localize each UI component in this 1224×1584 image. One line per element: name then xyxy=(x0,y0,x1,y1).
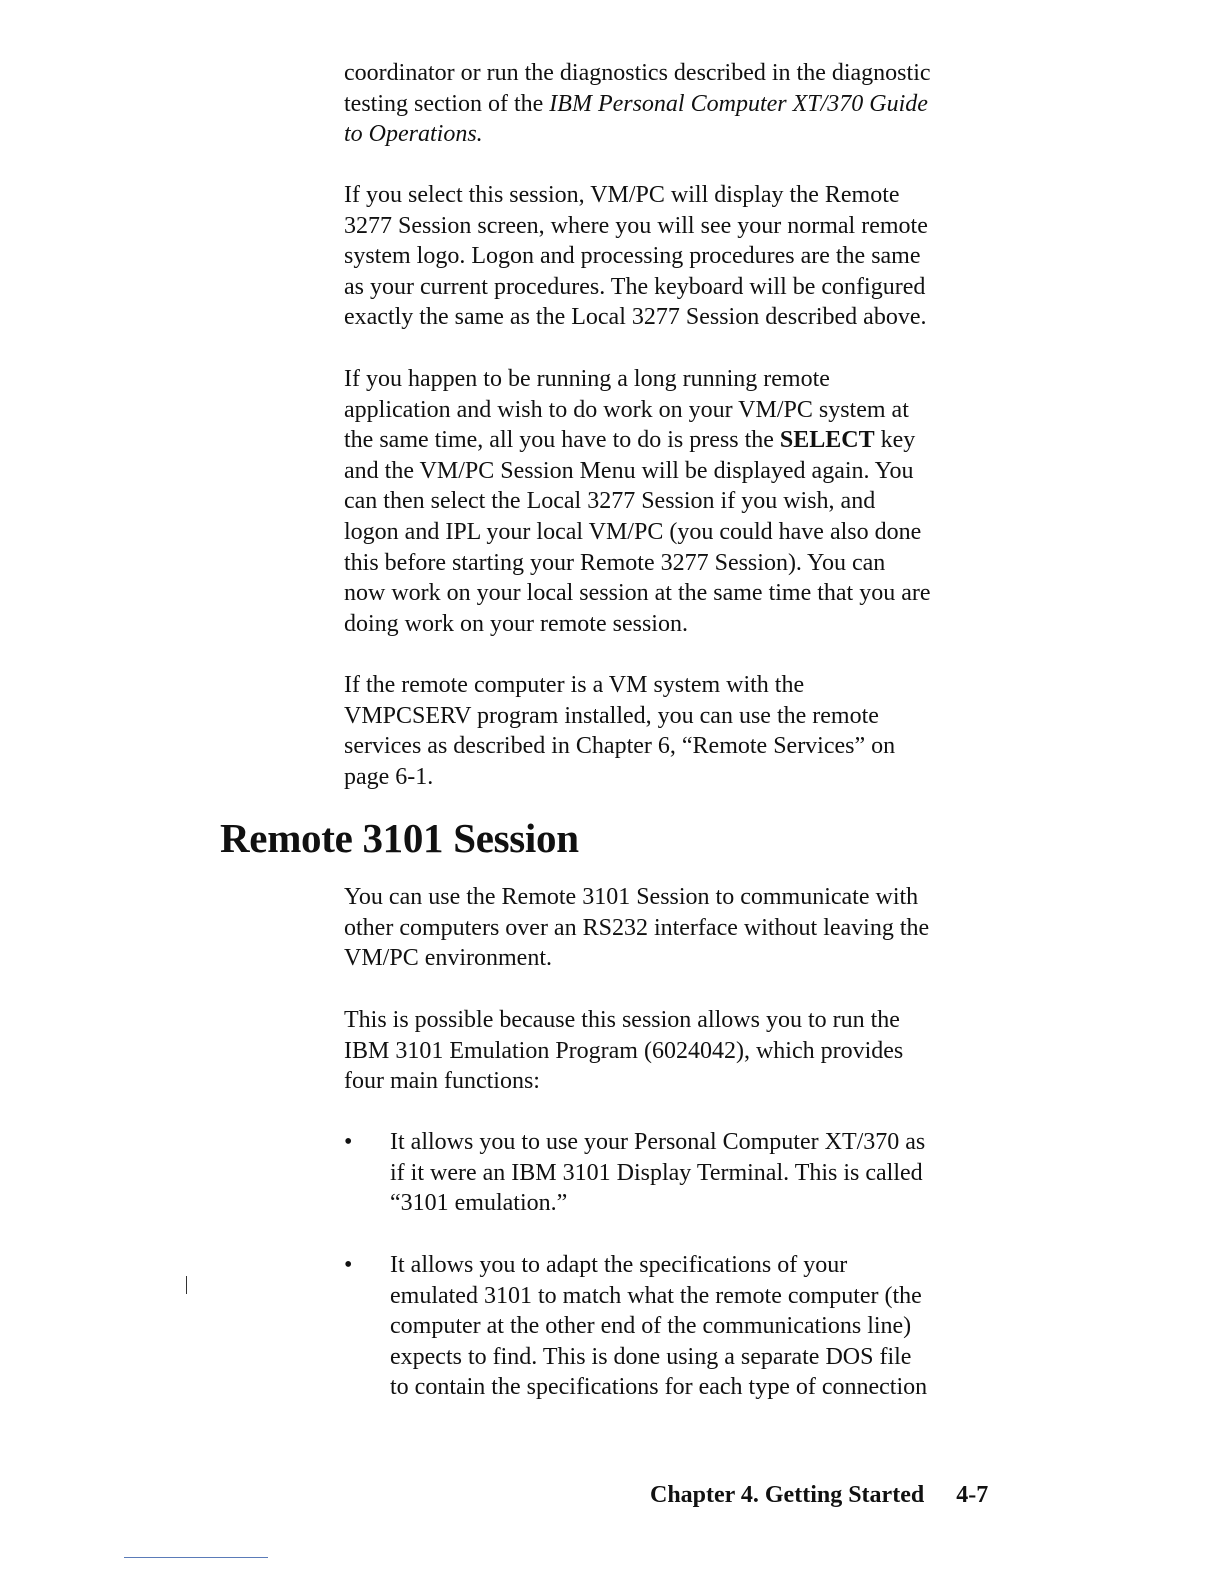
text-line: system logo. Logon and processing procedures are the same xyxy=(344,243,921,270)
list-item-text xyxy=(390,1127,925,1219)
paragraph-vmpcserv xyxy=(344,670,1024,792)
page-footer xyxy=(650,1479,988,1511)
text-run: the same time, all you have to do is press the xyxy=(344,427,780,454)
book-title-italic: to Operations. xyxy=(344,121,483,148)
text-run: testing section of the xyxy=(344,90,550,117)
page-number: 4-7 xyxy=(956,1482,989,1508)
text-line: “3101 emulation.” xyxy=(390,1190,568,1217)
list-item-text xyxy=(390,1250,927,1403)
text-line: page 6-1. xyxy=(344,763,434,790)
text-line xyxy=(344,425,1024,456)
text-line: expects to find. This is done using a separate DOS file xyxy=(390,1343,912,1370)
scan-artifact-mark xyxy=(186,1276,187,1294)
text-line: It allows you to adapt the specifications of your xyxy=(390,1252,848,1278)
text-line: if it were an IBM 3101 Display Terminal. This is called xyxy=(390,1159,923,1186)
text-line: VMPCSERV program installed, you can use the remote xyxy=(344,702,879,729)
text-line: 3277 Session screen, where you will see your normal remote xyxy=(344,212,928,239)
footer-rule xyxy=(124,1557,268,1558)
text-line: If the remote computer is a VM system with the xyxy=(344,672,805,698)
text-line: This is possible because this session allows you to run the xyxy=(344,1007,900,1033)
text-line: and the VM/PC Session Menu will be displayed again. You xyxy=(344,457,914,484)
text-line: other computers over an RS232 interface without leaving the xyxy=(344,914,930,941)
text-line: as your current procedures. The keyboard will be configured xyxy=(344,273,926,300)
text-line xyxy=(344,89,1024,120)
bullet-marker: • xyxy=(344,1252,353,1278)
text-line: It allows you to use your Personal Computer XT/370 as xyxy=(390,1129,926,1155)
text-line: If you select this session, VM/PC will display the Remote xyxy=(344,182,900,208)
text-line: coordinator or run the diagnostics described in the diagnostic xyxy=(344,60,931,86)
text-line: can then select the Local 3277 Session if you wish, and xyxy=(344,488,876,515)
text-line: You can use the Remote 3101 Session to communicate with xyxy=(344,884,919,910)
text-line: four main functions: xyxy=(344,1068,540,1095)
text-line: emulated 3101 to match what the remote computer (the xyxy=(390,1282,922,1309)
text-line: this before starting your Remote 3277 Session). You can xyxy=(344,549,886,576)
book-title-italic: IBM Personal Computer XT/370 Guide xyxy=(549,90,928,117)
paragraph-remote-3277 xyxy=(344,180,1024,333)
text-line: exactly the same as the Local 3277 Session described above. xyxy=(344,304,927,331)
select-key-label: SELECT xyxy=(779,427,875,454)
paragraph-remote-3101-intro xyxy=(344,882,1024,974)
text-run: key xyxy=(874,427,916,454)
section-heading: Remote 3101 Session xyxy=(220,815,579,861)
bullet-marker: • xyxy=(344,1129,353,1155)
text-line: now work on your local session at the same time that you are xyxy=(344,580,931,607)
paragraph-diagnostics xyxy=(344,58,1024,150)
text-line: to contain the specifications for each type of connection xyxy=(390,1374,928,1401)
text-line: VM/PC environment. xyxy=(344,945,552,972)
text-line: IBM 3101 Emulation Program (6024042), which provides xyxy=(344,1037,904,1064)
text-line: logon and IPL your local VM/PC (you could have also done xyxy=(344,518,922,545)
text-line: computer at the other end of the communications line) xyxy=(390,1313,912,1340)
paragraph-emulation-program xyxy=(344,1005,1024,1097)
paragraph-long-running xyxy=(344,364,1024,639)
footer-chapter-title: Chapter 4. Getting Started xyxy=(650,1482,925,1508)
text-line: services as described in Chapter 6, “Remote Services” on xyxy=(344,733,896,760)
text-line: application and wish to do work on your VM/PC system at xyxy=(344,396,909,423)
text-line: doing work on your remote session. xyxy=(344,610,688,637)
text-line: If you happen to be running a long running remote xyxy=(344,366,830,392)
